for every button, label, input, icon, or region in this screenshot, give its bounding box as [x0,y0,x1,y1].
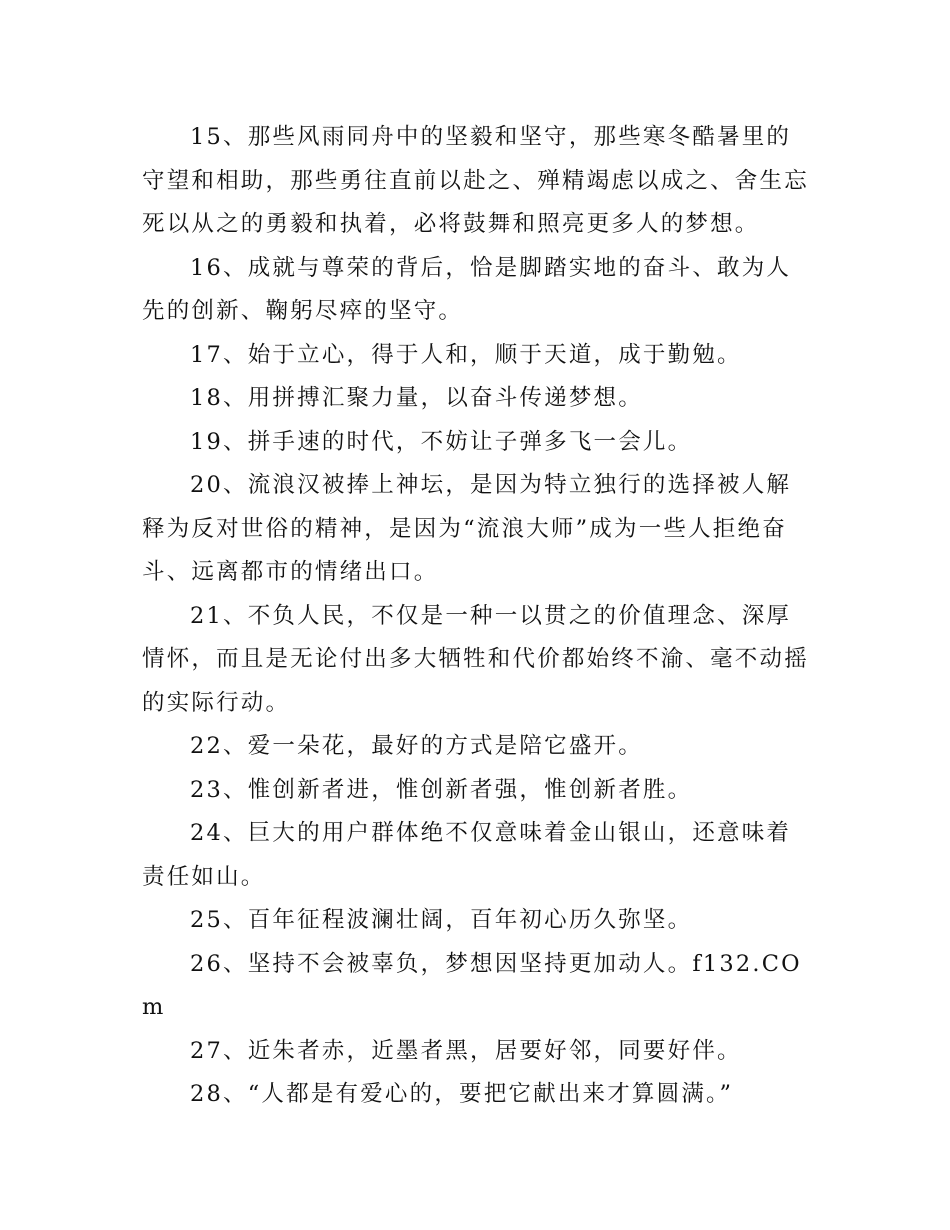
paragraph-22: 22、爱一朵花，最好的方式是陪它盛开。 [190,733,643,759]
paragraph-15: 15、那些风雨同舟中的坚毅和坚守，那些寒冬酷暑里的守望和相助，那些勇往直前以赴之、殚精竭虑以成之、舍生忘死以从之的勇毅和执着，必将鼓舞和照亮更多人的梦想。 [142,124,809,237]
paragraph-16: 16、成就与尊荣的背后，恰是脚踏实地的奋斗、敢为人先的创新、鞠躬尽瘁的坚守。 [142,254,792,324]
document-body [142,116,810,1117]
paragraph-28: 28、“人都是有爱心的，要把它献出来才算圆满。” [190,1081,734,1107]
paragraph-26: 26、坚持不会被辜负，梦想因坚持更加动人。f132.COm [142,950,802,1020]
paragraph-18: 18、用拼搏汇聚力量，以奋斗传递梦想。 [190,385,643,411]
paragraph-21: 21、不负人民，不仅是一种一以贯之的价值理念、深厚情怀，而且是无论付出多大牺牲和代价都始终不渝、毫不动摇的实际行动。 [142,602,809,716]
paragraph-19: 19、拼手速的时代，不妨让子弹多飞一会儿。 [190,428,693,455]
paragraph-17: 17、始于立心，得于人和，顺于天道，成于勤勉。 [190,341,742,368]
paragraph-20: 20、流浪汉被捧上神坛，是因为特立独行的选择被人解释为反对世俗的精神，是因为“流浪大师”成为一些人拒绝奋斗、远离都市的情绪出口。 [142,472,792,585]
paragraph-25: 25、百年征程波澜壮阔，百年初心历久弥坚。 [190,907,693,933]
paragraph-27: 27、近朱者赤，近墨者黑，居要好邻，同要好伴。 [190,1037,742,1064]
paragraph-24: 24、巨大的用户群体绝不仅意味着金山银山，还意味着责任如山。 [142,820,792,890]
paragraph-23: 23、惟创新者进，惟创新者强，惟创新者胜。 [190,776,693,803]
